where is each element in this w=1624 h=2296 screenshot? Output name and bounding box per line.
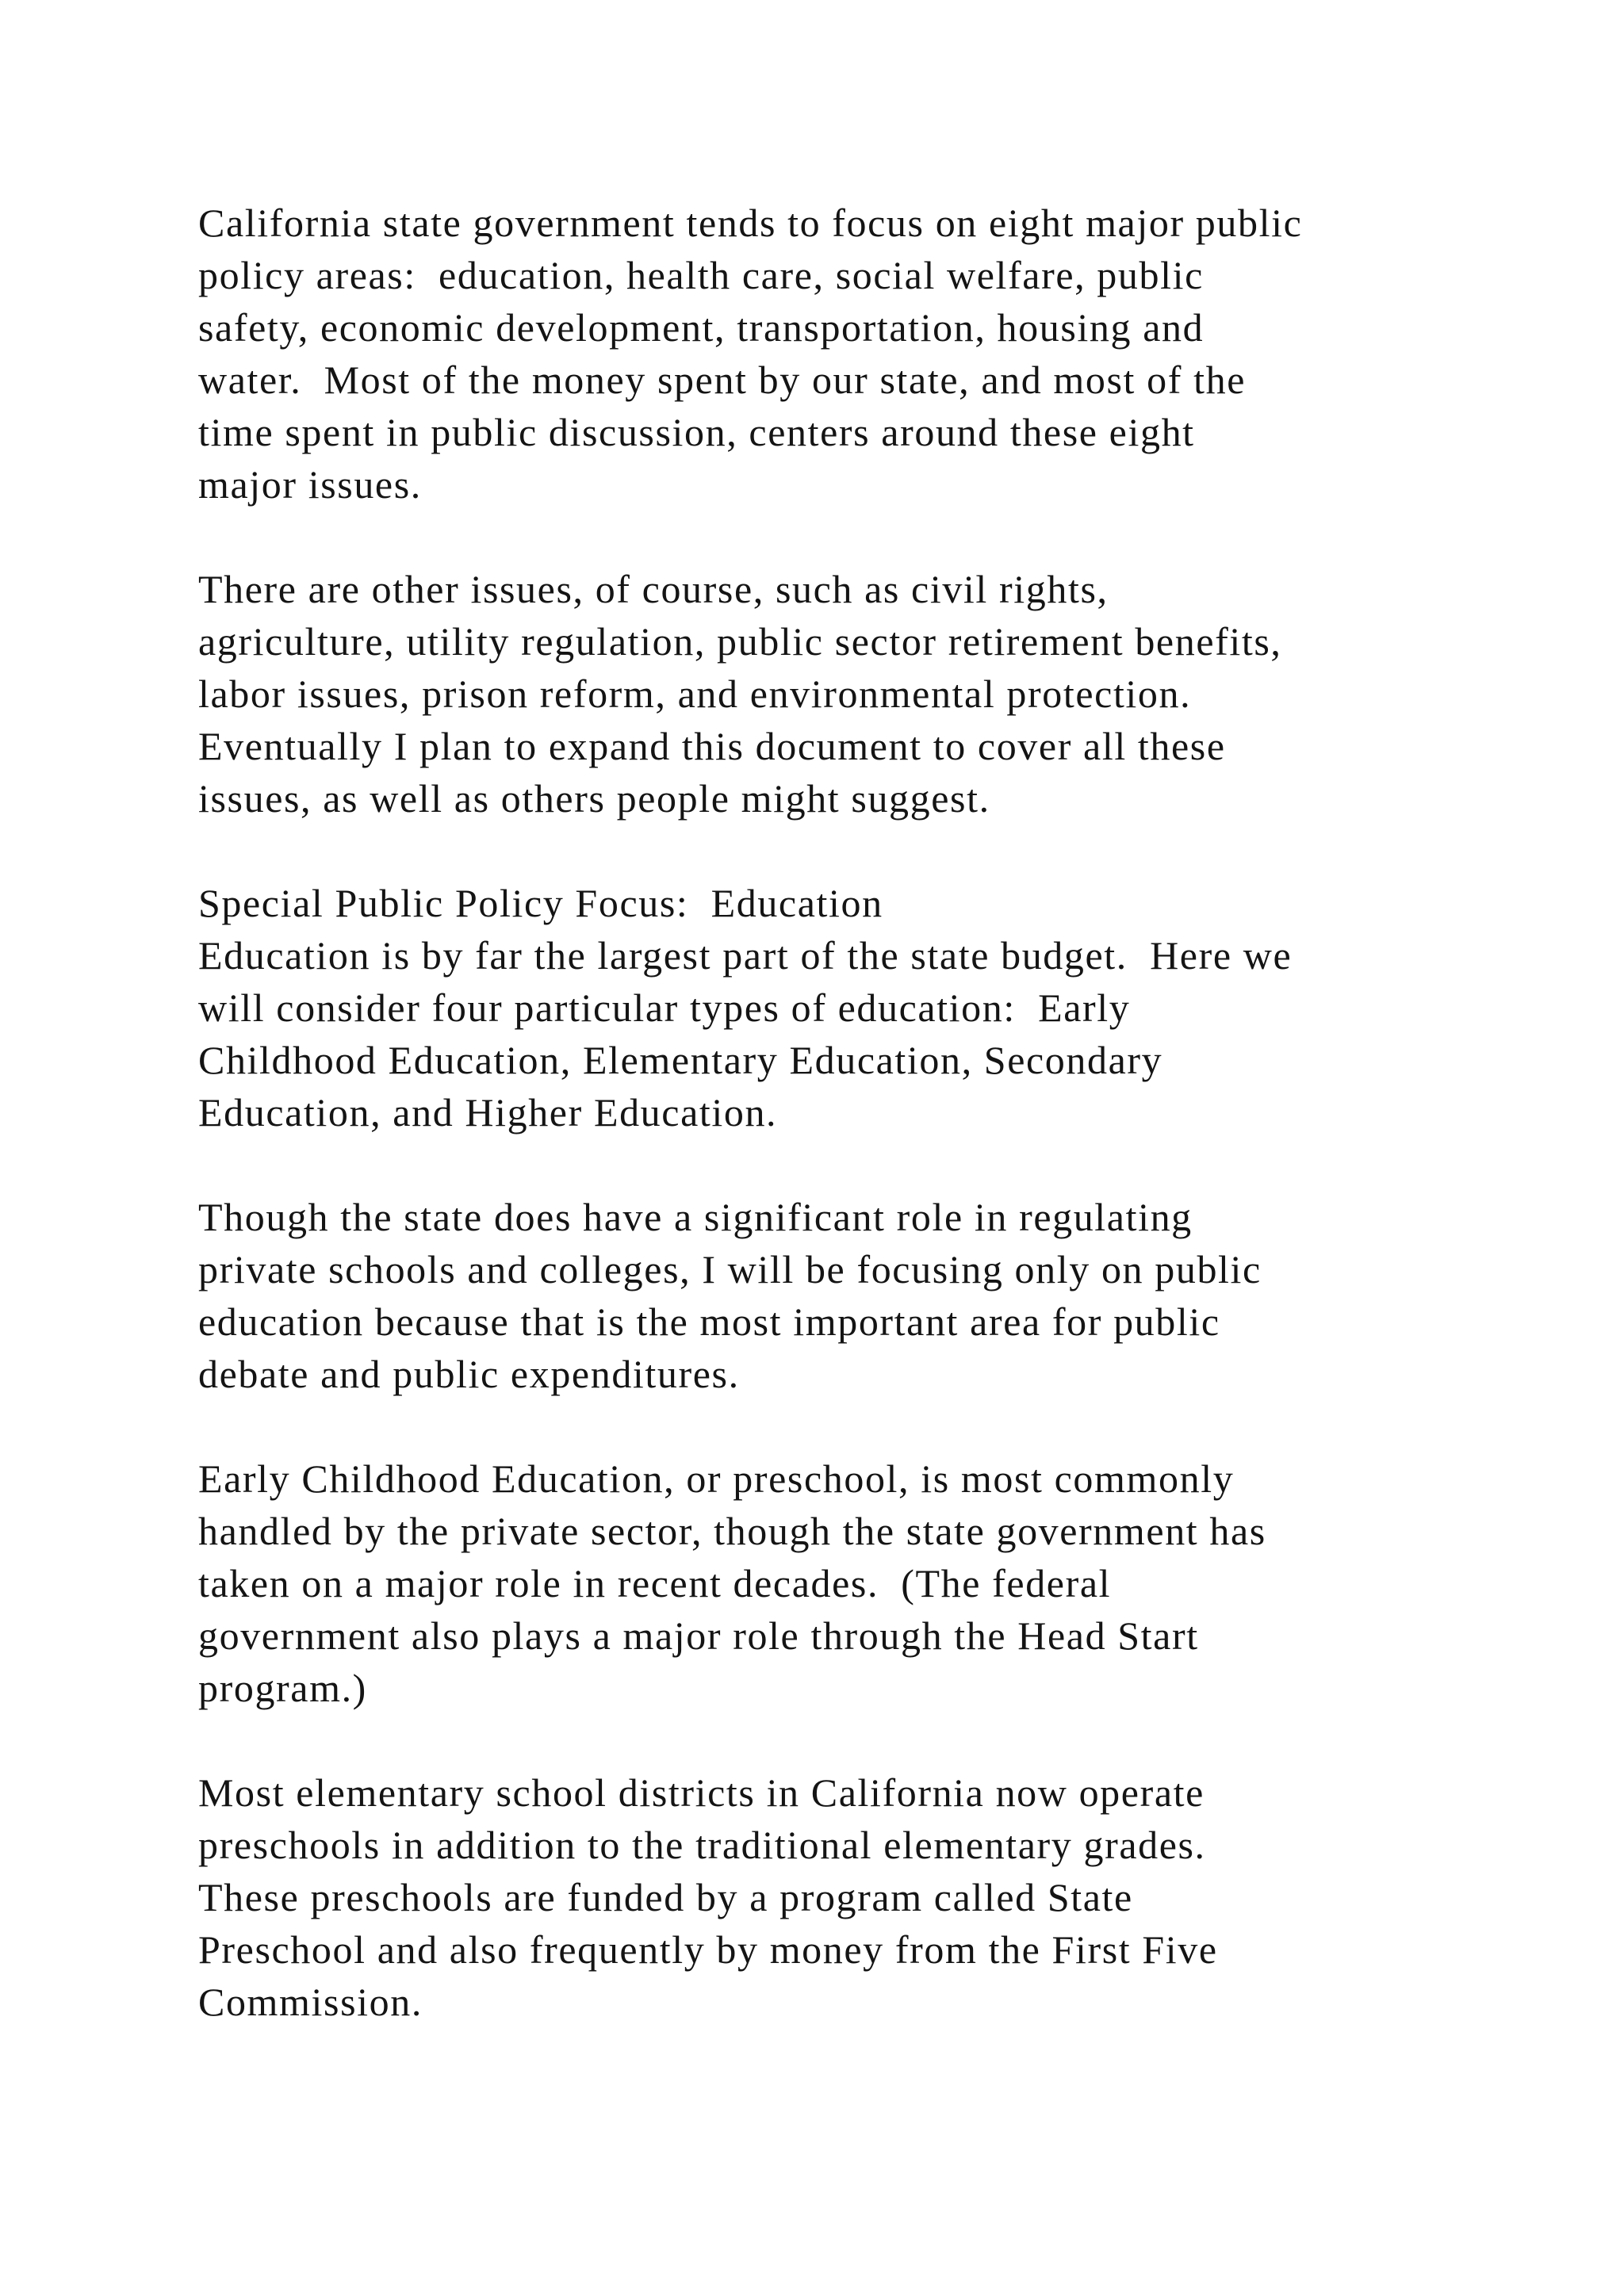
text-line: taken on a major role in recent decades. (The federal xyxy=(198,1561,1112,1605)
text-line: program.) xyxy=(198,1666,367,1710)
text-line: These preschools are funded by a program called State xyxy=(198,1875,1133,1919)
document-body xyxy=(198,197,1610,2028)
section-heading: Special Public Policy Focus: Education xyxy=(198,881,883,925)
text-line: Education, and Higher Education. xyxy=(198,1090,778,1135)
paragraph-intro xyxy=(198,197,1610,511)
paragraph-spacer xyxy=(198,511,1610,563)
text-line: Most elementary school districts in California now operate xyxy=(198,1770,1205,1815)
paragraph-spacer xyxy=(198,1714,1610,1766)
text-line: labor issues, prison reform, and environmental protection. xyxy=(198,672,1192,716)
text-line: major issues. xyxy=(198,462,422,507)
text-line: handled by the private sector, though the state government has xyxy=(198,1509,1266,1553)
paragraph-education-focus xyxy=(198,877,1610,1138)
paragraph-early-childhood xyxy=(198,1452,1610,1714)
paragraph-other-issues xyxy=(198,563,1610,825)
paragraph-spacer xyxy=(198,825,1610,877)
text-line: private schools and colleges, I will be focusing only on public xyxy=(198,1247,1262,1292)
text-line: issues, as well as others people might suggest. xyxy=(198,776,990,821)
text-line: Early Childhood Education, or preschool, is most commonly xyxy=(198,1456,1235,1501)
text-line: agriculture, utility regulation, public sector retirement benefits, xyxy=(198,619,1282,664)
text-line: Childhood Education, Elementary Education, Secondary xyxy=(198,1038,1163,1082)
text-line: education because that is the most important area for public xyxy=(198,1299,1220,1344)
text-line: preschools in addition to the traditional elementary grades. xyxy=(198,1823,1206,1867)
paragraph-public-education xyxy=(198,1191,1610,1400)
text-line: debate and public expenditures. xyxy=(198,1352,740,1396)
text-line: government also plays a major role through the Head Start xyxy=(198,1613,1199,1658)
text-line: time spent in public discussion, centers around these eight xyxy=(198,410,1195,454)
paragraph-elementary-districts xyxy=(198,1766,1610,2028)
paragraph-spacer xyxy=(198,1400,1610,1452)
text-line: Preschool and also frequently by money from the First Five xyxy=(198,1927,1218,1972)
text-line: Commission. xyxy=(198,1980,423,2024)
text-line: There are other issues, of course, such as civil rights, xyxy=(198,567,1109,611)
text-line: safety, economic development, transportation, housing and xyxy=(198,305,1205,350)
paragraph-spacer xyxy=(198,1138,1610,1191)
text-line: policy areas: education, health care, social welfare, public xyxy=(198,253,1204,297)
text-line: Education is by far the largest part of the state budget. Here we xyxy=(198,933,1293,978)
text-line: water. Most of the money spent by our state, and most of the xyxy=(198,358,1246,402)
text-line: Though the state does have a significant role in regulating xyxy=(198,1195,1193,1239)
text-line: Eventually I plan to expand this document to cover all these xyxy=(198,724,1226,768)
text-line: California state government tends to focus on eight major public xyxy=(198,201,1303,245)
text-line: will consider four particular types of education: Early xyxy=(198,985,1131,1030)
